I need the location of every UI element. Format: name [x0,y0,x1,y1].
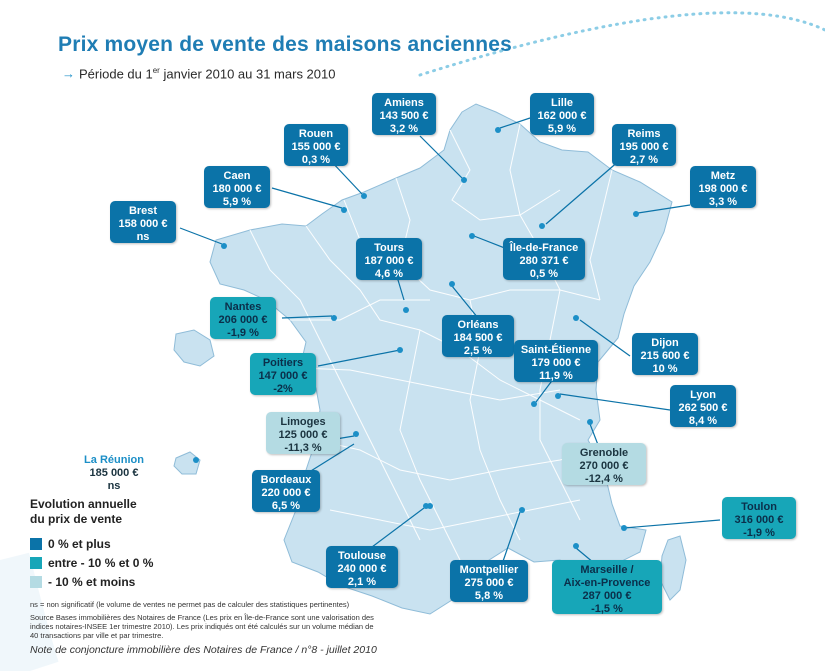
city-name: Limoges [280,416,326,428]
city-price: 162 000 € [537,110,587,122]
city-change: 5,9 % [547,123,577,135]
city-name: Reims [627,128,661,140]
city-label-idf [503,238,585,280]
city-change: 8,4 % [688,415,718,427]
city-change: 0,3 % [301,154,331,166]
reunion-island [174,452,200,474]
city-change: 5,9 % [222,196,252,208]
city-label-lille [530,93,594,135]
legend-label: - 10 % et moins [48,575,136,589]
note-ns: ns = non significatif (le volume de ventes ne permet pas de calculer des statistiques pertinentes) [30,600,350,609]
city-change: 2,7 % [629,154,659,166]
legend-swatch [30,557,42,569]
city-change: ns [107,480,121,492]
city-price: 220 000 € [261,487,311,499]
note-source-line2: indices notaires-INSEE 1er trimestre 2010). Les prix indiqués ont été calculés sur un volume médian de [30,622,374,631]
city-name: Marseille / [580,564,634,576]
map-subtitle [62,66,335,81]
city-change: 3,2 % [389,123,419,135]
dot-idf [469,233,475,239]
city-label-montpellier [450,560,528,602]
city-name: Lyon [690,389,716,401]
arrow-right-icon: → [62,66,75,82]
dot-lyon [555,393,561,399]
city-label-grenoble [562,443,646,485]
city-label-tours [356,238,422,280]
city-label-poitiers [250,353,316,395]
legend-title-line1: Evolution annuelle [30,497,137,511]
city-label-nantes [210,297,276,339]
dot-grenoble [587,419,593,425]
city-change: -11,3 % [284,442,322,454]
city-price: 195 000 € [619,141,669,153]
footer-citation: Note de conjoncture immobilière des Notaires de France / n°8 - juillet 2010 [30,644,377,656]
city-price: 125 000 € [278,429,328,441]
city-name: Brest [128,205,158,217]
city-name: Tours [374,242,404,254]
legend-item-positive [30,537,111,551]
city-change: 11,9 % [539,370,573,382]
city-change: -1,5 % [591,603,623,615]
city-change: -1,9 % [227,327,259,339]
legend-item-strong-decline [30,575,135,589]
city-change: 10 % [652,363,678,375]
dot-tours [403,307,409,313]
city-label-brest [110,201,176,243]
city-name: Poitiers [262,357,304,369]
dot-marseille [573,543,579,549]
dot-rouen [361,193,367,199]
city-label-marseille [552,560,662,614]
city-price: 270 000 € [579,460,629,472]
dot-amiens [461,177,467,183]
dot-nantes [331,315,337,321]
city-change: 2,5 % [463,345,493,357]
dot-orleans [449,281,455,287]
dot-poitiers [397,347,403,353]
city-change: 0,5 % [529,268,559,280]
city-label-orleans [442,315,514,357]
subtitle-suffix: janvier 2010 au 31 mars 2010 [159,66,336,82]
city-price: 262 500 € [678,402,728,414]
city-change: -2% [273,383,293,395]
city-label-saintetienne [514,340,598,382]
subtitle-prefix: Période du 1 [79,66,153,82]
city-name: Saint-Étienne [520,344,592,356]
city-label-metz [690,166,756,208]
city-name: Amiens [384,97,424,109]
city-change: -12,4 % [585,473,623,485]
city-price: 198 000 € [698,183,748,195]
dot-brest [221,243,227,249]
city-price: 316 000 € [734,514,784,526]
city-name: Lille [550,97,573,109]
city-label-lyon [670,385,736,427]
legend-label: entre - 10 % et 0 % [48,556,154,570]
city-price: 185 000 € [89,467,139,479]
dot-saintetienne [531,401,537,407]
dot-metz [633,211,639,217]
city-price: 240 000 € [337,563,387,575]
dot-toulouse [423,503,429,509]
city-price: 155 000 € [291,141,341,153]
city-price: 184 500 € [453,332,503,344]
city-name: Grenoble [579,447,629,459]
dot-dijon [573,315,579,321]
city-label-rouen [284,124,348,166]
legend-swatch [30,576,42,588]
city-price: 280 371 € [519,255,569,267]
dot-limoges [353,431,359,437]
city-price: 147 000 € [258,370,308,382]
dot-toulon [621,525,627,531]
city-price: 187 000 € [364,255,414,267]
legend-title-line2: du prix de vente [30,512,123,526]
note-source-line1: Source Bases immobilières des Notaires de France (Les prix en Île-de-France sont une valorisation des [30,613,374,622]
dot-montpellier [519,507,525,513]
city-label-caen [204,166,270,208]
city-change: ns [136,231,150,243]
city-change: 6,5 % [271,500,301,512]
city-label-dijon [632,333,698,375]
city-change: 4,6 % [374,268,404,280]
city-name: Île-de-France [509,242,579,254]
city-label-bordeaux [252,470,320,512]
city-change: -1,9 % [743,527,775,539]
city-name: Nantes [224,301,262,313]
city-price: 158 000 € [118,218,168,230]
city-change: 5,8 % [474,590,504,602]
city-price: 206 000 € [218,314,268,326]
city-price: 143 500 € [379,110,429,122]
map-title: Prix moyen de vente des maisons anciennes [58,33,513,56]
legend-item-moderate [30,556,153,570]
city-label-toulouse [326,546,398,588]
dot-lille [495,127,501,133]
city-label-reunion [78,450,150,492]
city-label-toulon [722,497,796,539]
city-name: Orléans [457,319,499,331]
note-source-line3: 40 transactions par ville et par trimestre. [30,631,164,640]
subtitle-sup: er [152,66,160,75]
city-label-amiens [372,93,436,135]
atlantic-island [174,330,214,366]
city-name: La Réunion [84,454,144,466]
dot-reunion [193,457,199,463]
city-name: Toulon [741,501,777,513]
city-name: Metz [710,170,736,182]
legend-label: 0 % et plus [48,537,111,551]
city-name: Bordeaux [260,474,312,486]
city-label-limoges [266,412,340,454]
city-price: 275 000 € [464,577,514,589]
city-price: 287 000 € [582,590,632,602]
city-name: Toulouse [337,550,387,562]
city-name-line2: Aix-en-Provence [563,577,651,589]
dot-caen [341,207,347,213]
legend-swatch [30,538,42,550]
note-source [30,613,374,640]
city-change: 2,1 % [347,576,377,588]
legend-title [30,497,137,527]
city-price: 215 600 € [640,350,690,362]
city-name: Rouen [298,128,334,140]
dot-reims [539,223,545,229]
city-change: 3,3 % [708,196,738,208]
city-name: Caen [223,170,251,182]
city-price: 179 000 € [531,357,581,369]
city-name: Montpellier [459,564,519,576]
city-name: Dijon [651,337,679,349]
city-label-reims [612,124,676,166]
city-price: 180 000 € [212,183,262,195]
corsica [660,536,686,600]
